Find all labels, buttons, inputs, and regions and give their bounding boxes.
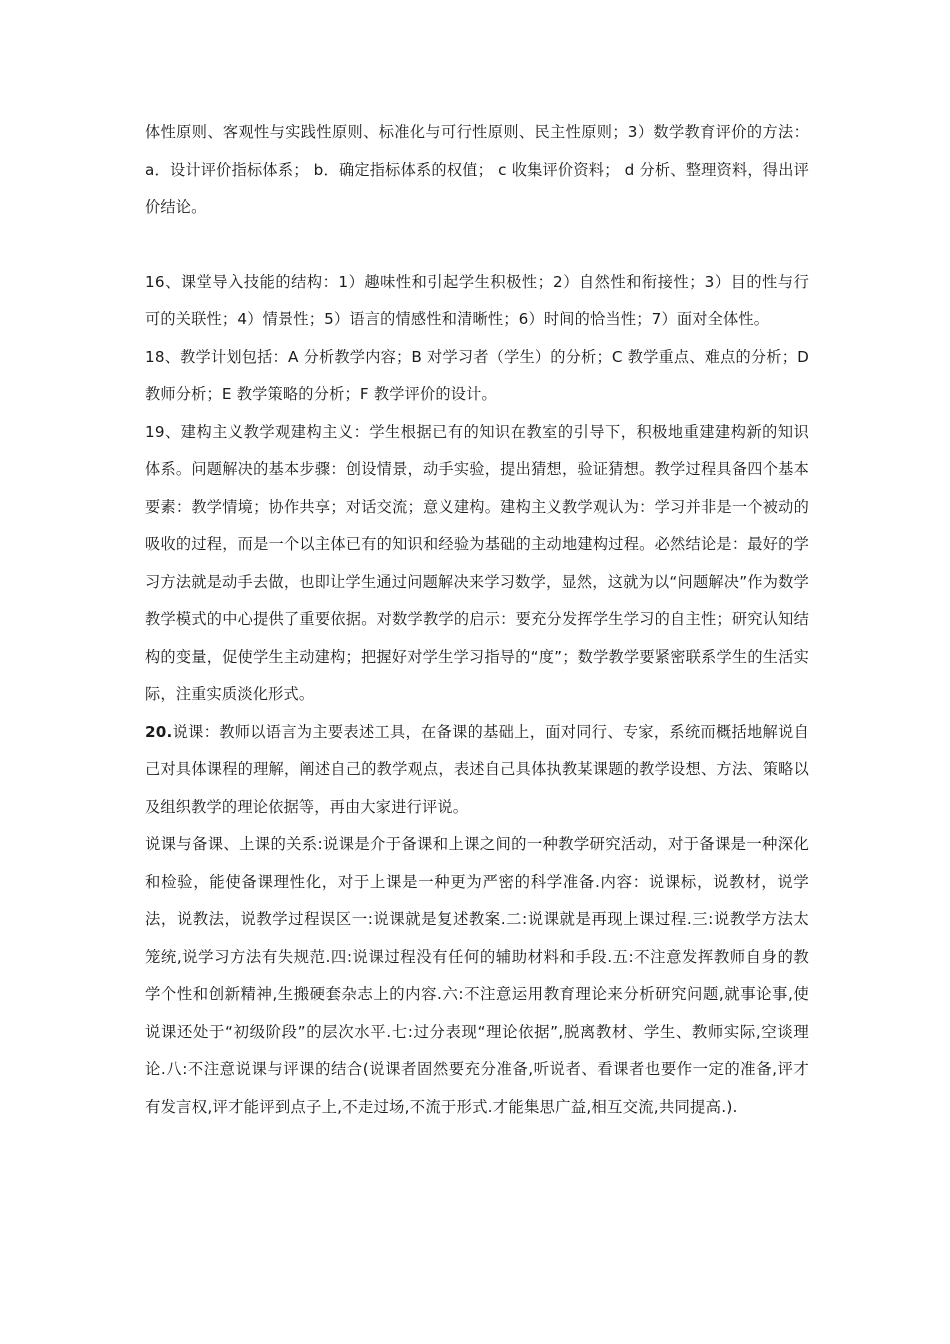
paragraph-text: 18、教学计划包括：A 分析教学内容；B 对学习者（学生）的分析；C 教学重点、难点的分析；D 教师分析；E 教学策略的分析；F 教学评价的设计。 bbox=[145, 347, 809, 403]
document-body bbox=[145, 114, 809, 1126]
paragraph-text: 说课：教师以语言为主要表述工具，在备课的基础上，面对同行、专家，系统而概括地解说自己对具体课程的理解，阐述自己的教学观点，表述自己具体执教某课题的教学设想、方法、策略以及组织教学的理论依据等，再由大家进行评说。 bbox=[145, 722, 809, 816]
paragraph-20-relation-and-pitfalls bbox=[145, 826, 809, 1126]
paragraph-text: 19、建构主义教学观建构主义：学生根据已有的知识在教室的引导下，积极地重建建构新的知识体系。问题解决的基本步骤：创设情景，动手实验，提出猜想，验证猜想。教学过程具备四个基本要素：教学情境；协作共享；对话交流；意义建构。建构主义教学观认为：学习并非是一个被动的吸收的过程，而是一个以主体已有的知识和经验为基础的主动地建构过程。必然结论是：最好的学习方法就是动手去做，也即让学生通过问题解决来学习数学，显然，这就为以“问题解决”作为数学教学模式的中心提供了重要依据。对数学教学的启示：要充分发挥学生学习的自主性；研究认知结构的变量，促使学生主动建构；把握好对学生学习指导的“度”；数学教学要紧密联系学生的生活实际，注重实质淡化形式。 bbox=[145, 422, 809, 703]
paragraph-text: 体性原则、客观性与实践性原则、标准化与可行性原则、民主性原则；3）数学教育评价的方法：a．设计评价指标体系； b．确定指标体系的权值； c 收集评价资料； d 分析、整理资料，得出评价结论。 bbox=[145, 123, 809, 216]
paragraph-20-lesson-explanation bbox=[145, 714, 809, 827]
paragraph-text: 16、课堂导入技能的结构：1）趣味性和引起学生积极性；2）自然性和衔接性；3）目的性与行可的关联性；4）情景性；5）语言的情感性和清晰性；6）时间的恰当性；7）面对全体性。 bbox=[145, 272, 809, 328]
paragraph-19-constructivism bbox=[145, 414, 809, 714]
paragraph-16-lesson-introduction bbox=[145, 264, 809, 339]
paragraph-number: 20. bbox=[145, 722, 173, 741]
paragraph-18-teaching-plan bbox=[145, 339, 809, 414]
paragraph-text: 说课与备课、上课的关系:说课是介于备课和上课之间的一种教学研究活动，对于备课是一种深化和检验，能使备课理性化，对于上课是一种更为严密的科学准备.内容：说课标，说教材，说学法，说教法，说教学过程误区一:说课就是复述教案.二:说课就是再现上课过程.三:说教学方法太笼统,说学习方法有失规范.四:说课过程没有任何的辅助材料和手段.五:不注意发挥教师自身的教学个性和创新精神,生搬硬套杂志上的内容.六:不注意运用教育理论来分析研究问题,就事论事,使说课还处于“初级阶段”的层次水平.七:过分表现“理论依据”,脱离教材、学生、教师实际,空谈理论.八:不注意说课与评课的结合(说课者固然要充分准备,听说者、看课者也要作一定的准备,评才有发言权,评才能评到点子上,不走过场,不流于形式.才能集思广益,相互交流,共同提高.). bbox=[145, 835, 809, 1116]
paragraph-evaluation-methods bbox=[145, 114, 809, 227]
